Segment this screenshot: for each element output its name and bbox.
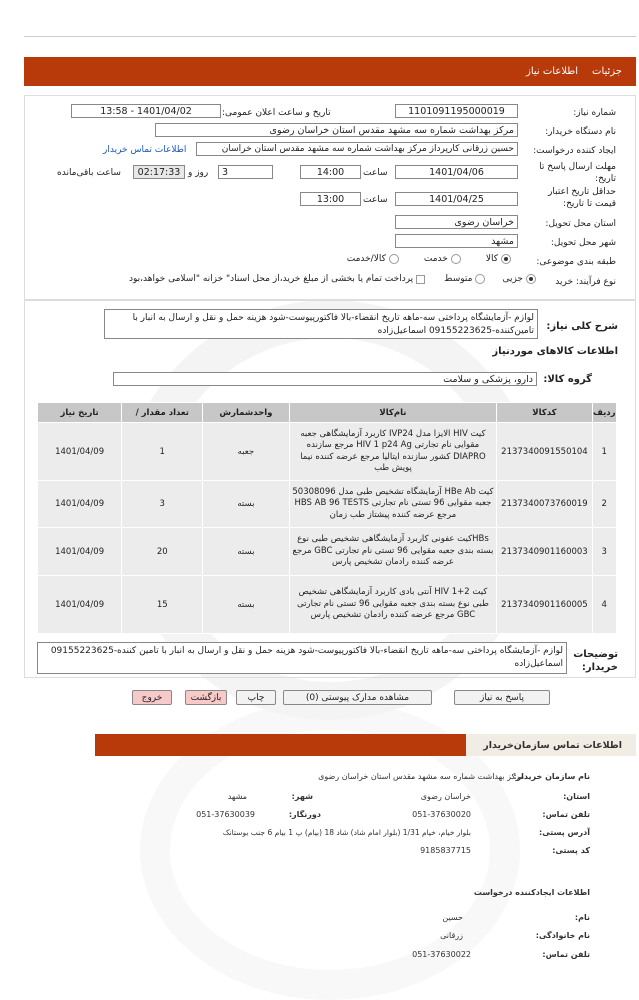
creator-label: ایجاد کننده درخواست: xyxy=(533,146,616,156)
payment-checkbox[interactable] xyxy=(416,275,425,284)
deadline-hour-label: ساعت xyxy=(363,168,388,178)
row-qty: 3 xyxy=(122,481,203,528)
row-name: کیت HIV الایزا مدل IVP24 کاربرد آزمایشگاهی جعبه مقوایی نام تجارتی HIV 1 p24 Ag مرجع سازنده DIAPRO کشور سازنده ایتالیا مرجع عرضه کننده نیما پویش طب xyxy=(289,423,497,481)
announce-field: 1401/04/02 - 13:58 xyxy=(71,104,221,118)
validity-hour-label: ساعت xyxy=(363,195,388,205)
row-unit: بسته xyxy=(203,481,289,528)
row-qty: 20 xyxy=(122,528,203,576)
cat-goods-service-radio[interactable] xyxy=(389,254,399,264)
creator-name-label: نام: xyxy=(574,913,590,922)
contact-city-value: مشهد xyxy=(227,792,247,801)
print-button[interactable]: چاپ xyxy=(236,690,276,705)
province-label: استان محل تحویل: xyxy=(545,219,616,229)
validity-hour-field: 13:00 xyxy=(300,192,361,206)
deadline-label: مهلت ارسال پاسخ تا تاریخ: xyxy=(539,162,616,184)
contact-address-label: آدرس پستی: xyxy=(539,828,590,837)
summary-label: شرح کلی نیاز: xyxy=(546,321,618,332)
col-row: ردیف xyxy=(592,403,617,423)
remain-label: ساعت باقی‌مانده xyxy=(57,168,121,178)
proc-minor-label: جزیی xyxy=(502,274,523,284)
reply-button[interactable]: پاسخ به نیاز xyxy=(454,690,550,705)
creator-phone-value: 051-37630022 xyxy=(412,950,471,959)
proc-minor-radio[interactable] xyxy=(526,274,536,284)
col-date: تاریخ نیاز xyxy=(38,403,122,423)
contact-city-label: شهر: xyxy=(291,792,313,801)
back-button[interactable]: بازگشت xyxy=(185,690,227,705)
header-bar xyxy=(24,57,636,86)
need-number-field: 1101091195000019 xyxy=(395,104,518,118)
col-unit: واحدشمارش xyxy=(203,403,289,423)
cat-goods-label: کالا xyxy=(485,254,498,264)
contact-org-label: نام سازمان خریدار: xyxy=(513,772,590,781)
table-row xyxy=(38,528,617,576)
row-number: 1 xyxy=(592,423,617,481)
table-row xyxy=(38,481,617,528)
contact-phone-label: تلفن تماس: xyxy=(542,810,590,819)
row-number: 3 xyxy=(592,528,617,576)
row-code: 2137340901160003 xyxy=(497,528,592,576)
cat-service-radio[interactable] xyxy=(451,254,461,264)
buyer-field: مرکز بهداشت شماره سه مشهد مقدس استان خراسان رضوی xyxy=(155,123,518,137)
contact-province-label: استان: xyxy=(563,792,590,801)
goods-group-label: گروه کالا: xyxy=(543,374,592,385)
remain-time-field: 02:17:33 xyxy=(133,165,185,179)
buyer-label: نام دستگاه خریدار: xyxy=(545,127,616,137)
row-qty: 15 xyxy=(122,576,203,634)
announce-label: تاریخ و ساعت اعلان عمومی: xyxy=(222,108,331,118)
table-row xyxy=(38,576,617,634)
row-date: 1401/04/09 xyxy=(38,423,122,481)
row-name: کیت HBe Ab آزمایشگاه تشخیص طبی مدل 50308096 جعبه مقوایی 96 تستی نام تجارتی HBS AB 96 TESTS مرجع عرضه کننده پیشتاز طب زمان xyxy=(289,481,497,528)
contact-province-value: خراسان رضوی xyxy=(420,792,471,801)
deadline-hour-field: 14:00 xyxy=(300,165,361,179)
row-number: 4 xyxy=(592,576,617,634)
row-unit: بسته xyxy=(203,528,289,576)
row-number: 2 xyxy=(592,481,617,528)
payment-note: پرداخت تمام یا بخشی از مبلغ خرید،از محل اسناد" خزانه "اسلامی خواهد،بود xyxy=(128,274,414,284)
validity-date-field: 1401/04/25 xyxy=(395,192,518,206)
proc-medium-label: متوسط xyxy=(444,274,473,284)
contact-phone-value: 051-37630020 xyxy=(412,810,471,819)
creator-field: حسین زرقانی کارپرداز مرکز بهداشت شماره سه مشهد مقدس استان خراسان xyxy=(196,142,518,156)
contact-fax-value: 051-37630039 xyxy=(196,810,255,819)
row-name: HBsکیت عفونی کاربرد آزمایشگاهی تشخیص طبی نوع بسته بندی جعبه مقوایی 96 تستی نام تجارتی GBC مرجع عرضه کننده رادمان تشخیص پارس xyxy=(289,528,497,576)
row-code: 2137340901160005 xyxy=(497,576,592,634)
exit-button[interactable]: خروج xyxy=(132,690,172,705)
city-field: مشهد xyxy=(395,234,518,248)
days-field: 3 xyxy=(218,165,273,179)
deadline-date-field: 1401/04/06 xyxy=(395,165,518,179)
province-field: خراسان رضوی xyxy=(395,215,518,229)
contact-header-bar xyxy=(95,734,636,756)
buyer-note-label: توضیحات خریدار: xyxy=(573,649,618,673)
category-radios xyxy=(347,254,514,264)
validity-label: حداقل تاریخ اعتبار قیمت تا تاریخ: xyxy=(548,187,616,209)
category-label: طبقه بندی موضوعی: xyxy=(536,257,616,267)
goods-group-field: دارو، پزشکی و سلامت xyxy=(113,372,537,386)
creator-info-title: اطلاعات ایجادکننده درخواست xyxy=(473,888,590,897)
contact-postal-label: کد پستی: xyxy=(552,846,590,855)
row-date: 1401/04/09 xyxy=(38,481,122,528)
row-qty: 1 xyxy=(122,423,203,481)
row-unit: جعبه xyxy=(203,423,289,481)
proc-medium-radio[interactable] xyxy=(475,274,485,284)
contact-address-value: بلوار خیام، خیام 1/31 (بلوار امام شاد) شاد 18 (بیام) پ 1 بیام 6 جنب بوستانک xyxy=(222,828,471,837)
goods-title: اطلاعات کالاهای موردنیاز xyxy=(492,346,618,357)
row-unit: بسته xyxy=(203,576,289,634)
creator-family-label: نام خانوادگی: xyxy=(535,931,590,940)
row-name: کیت HIV 1+2 آنتی بادی کاربرد آزمایشگاهی تشخیص طبی نوع بسته بندی جعبه مقوایی 96 تستی نام تجارتی GBC مرجع عرضه کننده رادمان تشخیص پارس xyxy=(289,576,497,634)
row-date: 1401/04/09 xyxy=(38,576,122,634)
col-code: کدکالا xyxy=(497,403,592,423)
row-code: 2137340073760019 xyxy=(497,481,592,528)
cat-goods-service-label: کالا/خدمت xyxy=(346,254,386,264)
contact-org-value: مرکز بهداشت شماره سه مشهد مقدس استان خراسان رضوی xyxy=(318,772,524,781)
city-label: شهر محل تحویل: xyxy=(550,238,616,248)
row-date: 1401/04/09 xyxy=(38,528,122,576)
contact-title: اطلاعات تماس سازمان‌خریدار xyxy=(466,734,636,756)
contact-fax-label: دورنگار: xyxy=(288,810,321,819)
col-qty: تعداد مقدار / xyxy=(122,403,203,423)
top-divider xyxy=(24,36,636,37)
cat-service-label: خدمت xyxy=(423,254,448,264)
day-label: روز و xyxy=(188,168,209,178)
col-name: نام‌کالا xyxy=(289,403,497,423)
goods-table xyxy=(37,402,617,634)
creator-family-value: زرقانی xyxy=(440,931,463,940)
buyer-note-text: لوازم -آزمایشگاه پرداختی سه-ماهه تاریخ انقضاء-بالا فاکتورپیوست-شود هزینه حمل و نقل و ارسال به انبار با تامین کننده-09155223625 اسماعیل‌زاده xyxy=(37,642,567,674)
creator-name-value: حسین xyxy=(442,913,463,922)
row-code: 2137340091550104 xyxy=(497,423,592,481)
cat-goods-radio[interactable] xyxy=(501,254,511,264)
tab-need-info[interactable]: اطلاعات نیاز xyxy=(526,66,579,77)
summary-text: لوازم -آزمایشگاه پرداختی سه-ماهه تاریخ انقضاء-بالا فاکتورپیوست-شود هزینه حمل و نقل و ارسال به انبار با تامین‌کننده-09155223625 اسماعیل‌زاده xyxy=(104,309,538,339)
attachments-button[interactable]: مشاهده مدارک پیوستی (0) xyxy=(283,690,432,705)
table-row xyxy=(38,423,617,481)
process-radios xyxy=(129,274,539,284)
buyer-contact-link[interactable]: اطلاعات تماس خریدار xyxy=(103,145,187,155)
need-number-label: شماره نیاز: xyxy=(573,108,616,118)
contact-postal-value: 9185837715 xyxy=(420,846,471,855)
tab-details[interactable]: جزئیات xyxy=(592,66,622,77)
process-label: نوع فرآیند: خرید xyxy=(555,277,616,287)
creator-phone-label: تلفن تماس: xyxy=(542,950,590,959)
